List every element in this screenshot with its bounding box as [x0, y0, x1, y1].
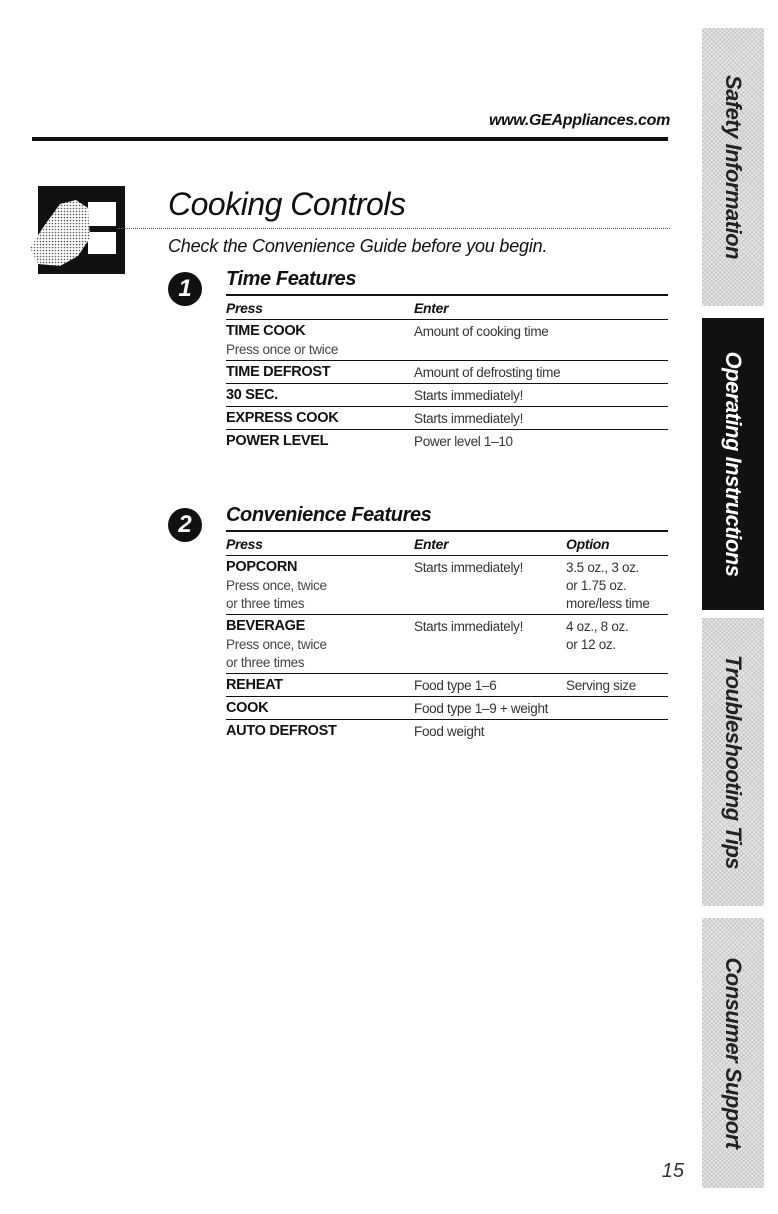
- option-value: or 1.75 oz.: [566, 578, 627, 593]
- section-1-title: Time Features: [226, 268, 357, 290]
- section-1-rule: [226, 294, 668, 296]
- enter-value: Amount of cooking time: [414, 324, 549, 339]
- section-2-rule: [226, 530, 668, 532]
- press-note: Press once, twice: [226, 578, 327, 593]
- table-row: [226, 361, 668, 384]
- tab-label: Operating Instructions: [721, 351, 746, 577]
- tab-label: Safety Information: [721, 74, 746, 260]
- tab-consumer-support[interactable]: [702, 918, 764, 1188]
- enter-value: Starts immediately!: [414, 388, 524, 403]
- press-note: or three times: [226, 596, 305, 611]
- header-rule: [32, 137, 668, 141]
- page-number: 15: [661, 1160, 684, 1182]
- option-value: 3.5 oz., 3 oz.: [566, 560, 640, 575]
- enter-value: Food weight: [414, 724, 485, 739]
- column-enter: Enter: [414, 536, 449, 552]
- tab-troubleshooting-tips[interactable]: [702, 618, 764, 906]
- enter-value: Starts immediately!: [414, 411, 524, 426]
- enter-value: Food type 1–6: [414, 678, 497, 693]
- table-row: [226, 615, 668, 674]
- table-header: [226, 533, 668, 556]
- press-key: TIME DEFROST: [226, 364, 331, 380]
- section-2-badge: 2: [168, 508, 202, 542]
- enter-value: Power level 1–10: [414, 434, 513, 449]
- enter-value: Food type 1–9 + weight: [414, 701, 549, 716]
- press-key: TIME COOK: [226, 323, 306, 339]
- press-key: POPCORN: [226, 559, 298, 575]
- table-row: [226, 320, 668, 361]
- press-key: COOK: [226, 700, 269, 716]
- tab-safety-information[interactable]: [702, 28, 764, 306]
- press-key: AUTO DEFROST: [226, 723, 337, 739]
- option-value: Serving size: [566, 678, 636, 693]
- press-note: Press once, twice: [226, 637, 327, 652]
- option-value: 4 oz., 8 oz.: [566, 619, 629, 634]
- time-features-table: [226, 297, 668, 452]
- cooking-controls-icon: [30, 186, 125, 274]
- section-2-title: Convenience Features: [226, 504, 432, 526]
- side-tabs: [702, 28, 764, 1188]
- table-row: [226, 407, 668, 430]
- column-press: Press: [226, 536, 263, 552]
- column-enter: Enter: [414, 300, 449, 316]
- press-key: BEVERAGE: [226, 618, 305, 634]
- convenience-features-table: [226, 533, 668, 742]
- option-value: or 12 oz.: [566, 637, 616, 652]
- section-1-badge: 1: [168, 272, 202, 306]
- option-value: more/less time: [566, 596, 650, 611]
- table-row: [226, 720, 668, 742]
- tab-operating-instructions[interactable]: [702, 318, 764, 610]
- title-dotted-rule: [118, 228, 670, 229]
- table-row: [226, 556, 668, 615]
- press-key: 30 SEC.: [226, 387, 278, 403]
- enter-value: Amount of defrosting time: [414, 365, 561, 380]
- enter-value: Starts immediately!: [414, 560, 524, 575]
- tab-label: Consumer Support: [721, 957, 746, 1149]
- press-key: EXPRESS COOK: [226, 410, 339, 426]
- column-option: Option: [566, 536, 610, 552]
- column-press: Press: [226, 300, 263, 316]
- press-key: POWER LEVEL: [226, 433, 329, 449]
- enter-value: Starts immediately!: [414, 619, 524, 634]
- tab-label: Troubleshooting Tips: [721, 654, 746, 870]
- page-title: Cooking Controls: [168, 186, 406, 222]
- press-note: Press once or twice: [226, 342, 339, 357]
- press-note: or three times: [226, 655, 305, 670]
- table-row: [226, 697, 668, 720]
- press-key: REHEAT: [226, 677, 283, 693]
- table-header: [226, 297, 668, 320]
- table-row: [226, 384, 668, 407]
- table-row: [226, 674, 668, 697]
- table-row: [226, 430, 668, 452]
- page-subtitle: Check the Convenience Guide before you begin.: [168, 236, 548, 256]
- site-url[interactable]: www.GEAppliances.com: [488, 112, 670, 129]
